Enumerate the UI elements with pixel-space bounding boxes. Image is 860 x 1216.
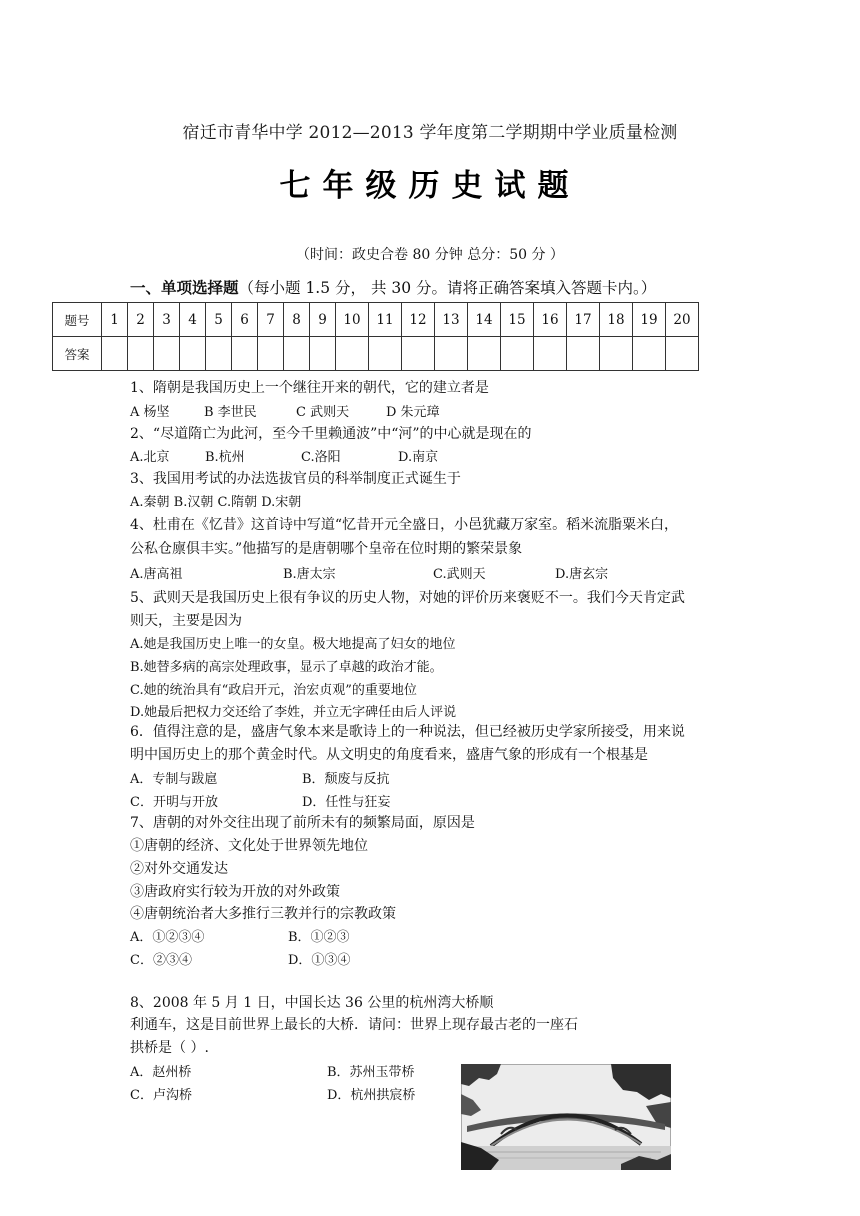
- question-8-stem-line-3: 拱桥是（ ）.: [130, 1040, 209, 1056]
- question-number-cell: 17: [567, 303, 600, 337]
- question-6-stem-line-1: 6．值得注意的是，盛唐气象本来是歌诗上的一种说法，但已经被历史学家所接受，用来说: [130, 724, 685, 740]
- answer-cell[interactable]: [633, 337, 666, 371]
- q5-option-a: A.她是我国历史上唯一的女皇。极大地提高了妇女的地位: [130, 637, 456, 652]
- answer-cell[interactable]: [468, 337, 501, 371]
- q1-option-c: C 武则天: [296, 405, 350, 420]
- question-number-cell: 15: [501, 303, 534, 337]
- answer-cell[interactable]: [600, 337, 633, 371]
- answer-cell[interactable]: [402, 337, 435, 371]
- q7-statement-2: ②对外交通发达: [130, 861, 228, 877]
- question-7-stem: 7、唐朝的对外交往出现了前所未有的频繁局面，原因是: [130, 815, 475, 831]
- time-score-line: （时间：政史合卷 80 分钟 总分：50 分 ）: [296, 247, 564, 263]
- question-number-cell: 7: [258, 303, 284, 337]
- q4-option-b: B.唐太宗: [283, 567, 336, 582]
- question-number-cell: 3: [154, 303, 180, 337]
- answer-cell[interactable]: [310, 337, 336, 371]
- q8-option-a: A．赵州桥: [130, 1065, 192, 1080]
- section-note: （每小题 1.5 分， 共 30 分。请将正确答案填入答题卡内。）: [238, 279, 657, 297]
- q1-option-d: D 朱元璋: [386, 405, 440, 420]
- question-number-cell: 13: [435, 303, 468, 337]
- section-title: 一、单项选择题: [130, 278, 239, 297]
- question-number-cell: 5: [206, 303, 232, 337]
- q8-option-d: D．杭州拱宸桥: [327, 1088, 416, 1103]
- question-number-cell: 11: [369, 303, 402, 337]
- q1-option-b: B 李世民: [204, 405, 257, 420]
- question-number-cell: 16: [534, 303, 567, 337]
- question-1-stem: 1、隋朝是我国历史上一个继往开来的朝代，它的建立者是: [130, 380, 489, 396]
- q7-statement-3: ③唐政府实行较为开放的对外政策: [130, 884, 340, 900]
- question-6-stem-line-2: 明中国历史上的那个黄金时代。从文明史的角度看来，盛唐气象的形成有一个根基是: [130, 747, 648, 763]
- answer-cell[interactable]: [501, 337, 534, 371]
- answer-cell[interactable]: [128, 337, 154, 371]
- question-4-stem-line-1: 4、杜甫在《忆昔》这首诗中写道“忆昔开元全盛日，小邑犹藏万家室。稻米流脂粟米白，: [130, 517, 679, 533]
- question-number-cell: 20: [666, 303, 699, 337]
- q4-option-a: A.唐高祖: [130, 567, 183, 582]
- q2-option-a: A.北京: [130, 450, 170, 465]
- q4-option-c: C.武则天: [433, 567, 486, 582]
- q5-option-d: D.她最后把权力交还给了李姓，并立无字碑任由后人评说: [130, 705, 457, 720]
- question-number-cell: 8: [284, 303, 310, 337]
- q7-option-a: A．①②③④: [130, 930, 205, 945]
- section-heading: [130, 276, 656, 298]
- answer-cell[interactable]: [284, 337, 310, 371]
- question-number-cell: 12: [402, 303, 435, 337]
- stone-arch-bridge-photo: [461, 1064, 671, 1170]
- question-8-stem-line-2: 利通车，这是目前世界上最长的大桥．请问：世界上现存最古老的一座石: [130, 1017, 578, 1033]
- answer-cell[interactable]: [534, 337, 567, 371]
- school-exam-line: 宿迁市青华中学 2012—2013 学年度第二学期期中学业质量检测: [182, 123, 678, 143]
- question-number-cell: 18: [600, 303, 633, 337]
- question-number-cell: 10: [336, 303, 369, 337]
- question-number-cell: 2: [128, 303, 154, 337]
- answer-cell[interactable]: [232, 337, 258, 371]
- question-2-stem: 2、“尽道隋亡为此河，至今千里赖通波”中“河”的中心就是现在的: [130, 426, 532, 442]
- q8-option-c: C．卢沟桥: [130, 1088, 192, 1103]
- q2-option-c: C.洛阳: [301, 450, 341, 465]
- q7-option-b: B．①②③: [288, 930, 350, 945]
- answer-sheet-table: [52, 302, 699, 371]
- q6-option-d: D．任性与狂妄: [302, 795, 391, 810]
- question-5-stem-line-1: 5、武则天是我国历史上很有争议的历史人物，对她的评价历来褒贬不一。我们今天肯定武: [130, 590, 685, 606]
- q4-option-d: D.唐玄宗: [555, 567, 609, 582]
- q3-options: A.秦朝 B.汉朝 C.隋朝 D.宋朝: [130, 495, 302, 510]
- answer-cell[interactable]: [154, 337, 180, 371]
- answer-cell[interactable]: [567, 337, 600, 371]
- answer-cell[interactable]: [666, 337, 699, 371]
- answer-table-row-answers: [53, 337, 699, 371]
- question-3-stem: 3、我国用考试的办法选拔官员的科举制度正式诞生于: [130, 471, 461, 487]
- q7-option-d: D．①③④: [288, 953, 351, 968]
- answer-cell[interactable]: [206, 337, 232, 371]
- row-label-number: 题号: [53, 303, 102, 337]
- q6-option-a: A．专制与跋扈: [130, 772, 218, 787]
- question-number-cell: 6: [232, 303, 258, 337]
- q7-statement-1: ①唐朝的经济、文化处于世界领先地位: [130, 838, 368, 854]
- q6-option-c: C．开明与开放: [130, 795, 218, 810]
- question-number-cell: 14: [468, 303, 501, 337]
- answer-cell[interactable]: [102, 337, 128, 371]
- q2-option-b: B.杭州: [205, 450, 245, 465]
- q5-option-c: C.她的统治具有“政启开元，治宏贞观”的重要地位: [130, 683, 417, 698]
- q2-option-d: D.南京: [398, 450, 439, 465]
- question-5-stem-line-2: 则天，主要是因为: [130, 613, 242, 629]
- answer-cell[interactable]: [180, 337, 206, 371]
- answer-table-row-numbers: [53, 303, 699, 337]
- q7-statement-4: ④唐朝统治者大多推行三教并行的宗教政策: [130, 906, 396, 922]
- question-number-cell: 1: [102, 303, 128, 337]
- q7-option-c: C．②③④: [130, 953, 192, 968]
- question-4-stem-line-2: 公私仓廪俱丰实。”他描写的是唐朝哪个皇帝在位时期的繁荣景象: [130, 541, 523, 557]
- question-number-cell: 4: [180, 303, 206, 337]
- row-label-answer: 答案: [53, 337, 102, 371]
- question-8-stem-line-1: 8、2008 年 5 月 1 日，中国长达 36 公里的杭州湾大桥顺: [130, 995, 494, 1011]
- q1-option-a: A 杨坚: [130, 405, 170, 420]
- q8-option-b: B．苏州玉带桥: [327, 1065, 415, 1080]
- answer-cell[interactable]: [369, 337, 402, 371]
- answer-cell[interactable]: [258, 337, 284, 371]
- page-title: 七年级历史试题: [279, 168, 581, 204]
- q5-option-b: B.她替多病的高宗处理政事，显示了卓越的政治才能。: [130, 660, 443, 675]
- answer-cell[interactable]: [336, 337, 369, 371]
- question-number-cell: 9: [310, 303, 336, 337]
- question-number-cell: 19: [633, 303, 666, 337]
- answer-cell[interactable]: [435, 337, 468, 371]
- q6-option-b: B．颓废与反抗: [302, 772, 390, 787]
